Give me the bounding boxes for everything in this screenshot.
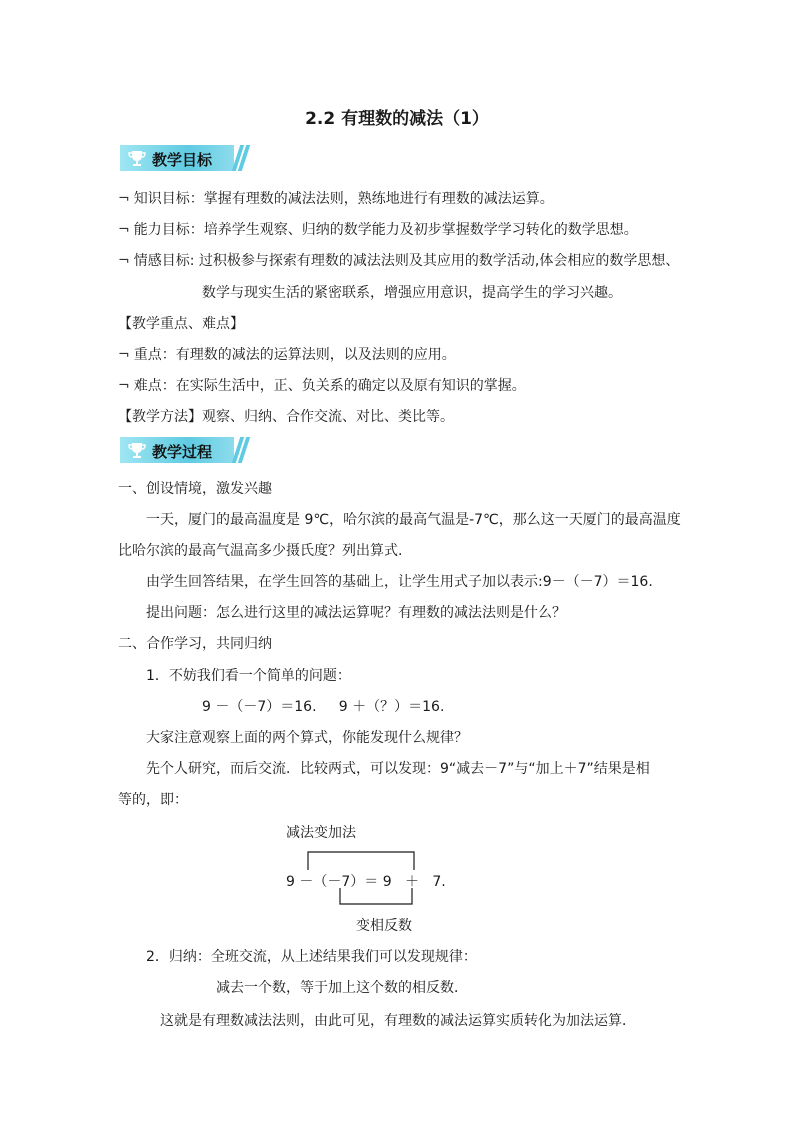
paragraph: 提出问题：怎么进行这里的减法运算呢？有理数的减法法则是什么？ xyxy=(146,605,566,621)
goal-item: ¬ 能力目标：培养学生观察、归纳的数学能力及初步掌握数学学习转化的数学思想。 xyxy=(118,222,638,238)
list-item: 1．不妨我们看一个简单的问题： xyxy=(146,668,351,684)
key-item: ¬ 难点：在实际生活中，正、负关系的确定以及原有知识的掌握。 xyxy=(118,378,526,394)
trophy-icon xyxy=(128,149,146,167)
diagram-top-label: 减法变加法 xyxy=(286,825,356,841)
paragraph: 由学生回答结果，在学生回答的基础上，让学生用式子加以表示:9－（－7）＝16. xyxy=(146,574,653,590)
paragraph: 一天，厦门的最高温度是 9℃，哈尔滨的最高气温是-7℃，那么这一天厦门的最高温度 xyxy=(146,512,681,528)
part2-heading: 二、合作学习，共同归纳 xyxy=(118,636,272,652)
part1-heading: 一、创设情境，激发兴趣 xyxy=(118,481,272,497)
goal-item: ¬ 情感目标: 过积极参与探索有理数的减法法则及其应用的数学活动,体会相应的数学思想、 xyxy=(118,253,680,269)
paragraph: 大家注意观察上面的两个算式，你能发现什么规律？ xyxy=(146,730,468,746)
list-item: 2．归纳：全班交流，从上述结果我们可以发现规律： xyxy=(146,949,477,965)
diagram-expression: 9 －（－7）＝ 9 ＋ 7. xyxy=(286,874,446,890)
section-title-goals: 教学目标 xyxy=(152,151,213,169)
trophy-icon xyxy=(128,441,146,459)
page-title: 2.2 有理数的减法（1） xyxy=(305,109,489,129)
paragraph: 等的，即： xyxy=(118,792,188,808)
paragraph: 先个人研究，而后交流．比较两式，可以发现：9“减去－7”与“加上＋7”结果是相 xyxy=(146,761,650,777)
formula-line: 9 －（－7）＝16. 9 ＋（？）＝16. xyxy=(202,699,445,715)
rule-line: 减去一个数，等于加上这个数的相反数． xyxy=(216,980,468,996)
conclusion-line: 这就是有理数减法法则，由此可见，有理数的减法运算实质转化为加法运算． xyxy=(160,1013,636,1029)
paragraph: 比哈尔滨的最高气温高多少摄氏度？列出算式. xyxy=(118,543,403,559)
section-banner-process xyxy=(120,437,246,463)
section-banner-goals xyxy=(120,145,246,171)
key-item: ¬ 重点：有理数的减法的运算法则，以及法则的应用。 xyxy=(118,347,456,363)
method-line: 【教学方法】观察、归纳、合作交流、对比、类比等。 xyxy=(118,409,454,425)
diagram-bottom-label: 变相反数 xyxy=(356,918,412,934)
key-heading: 【教学重点、难点】 xyxy=(118,316,244,332)
section-title-process: 教学过程 xyxy=(152,443,213,461)
goal-item: ¬ 知识目标：掌握有理数的减法法则，熟练地进行有理数的减法运算。 xyxy=(118,191,554,207)
goal-continuation: 数学与现实生活的紧密联系，增强应用意识，提高学生的学习兴趣。 xyxy=(202,285,622,301)
